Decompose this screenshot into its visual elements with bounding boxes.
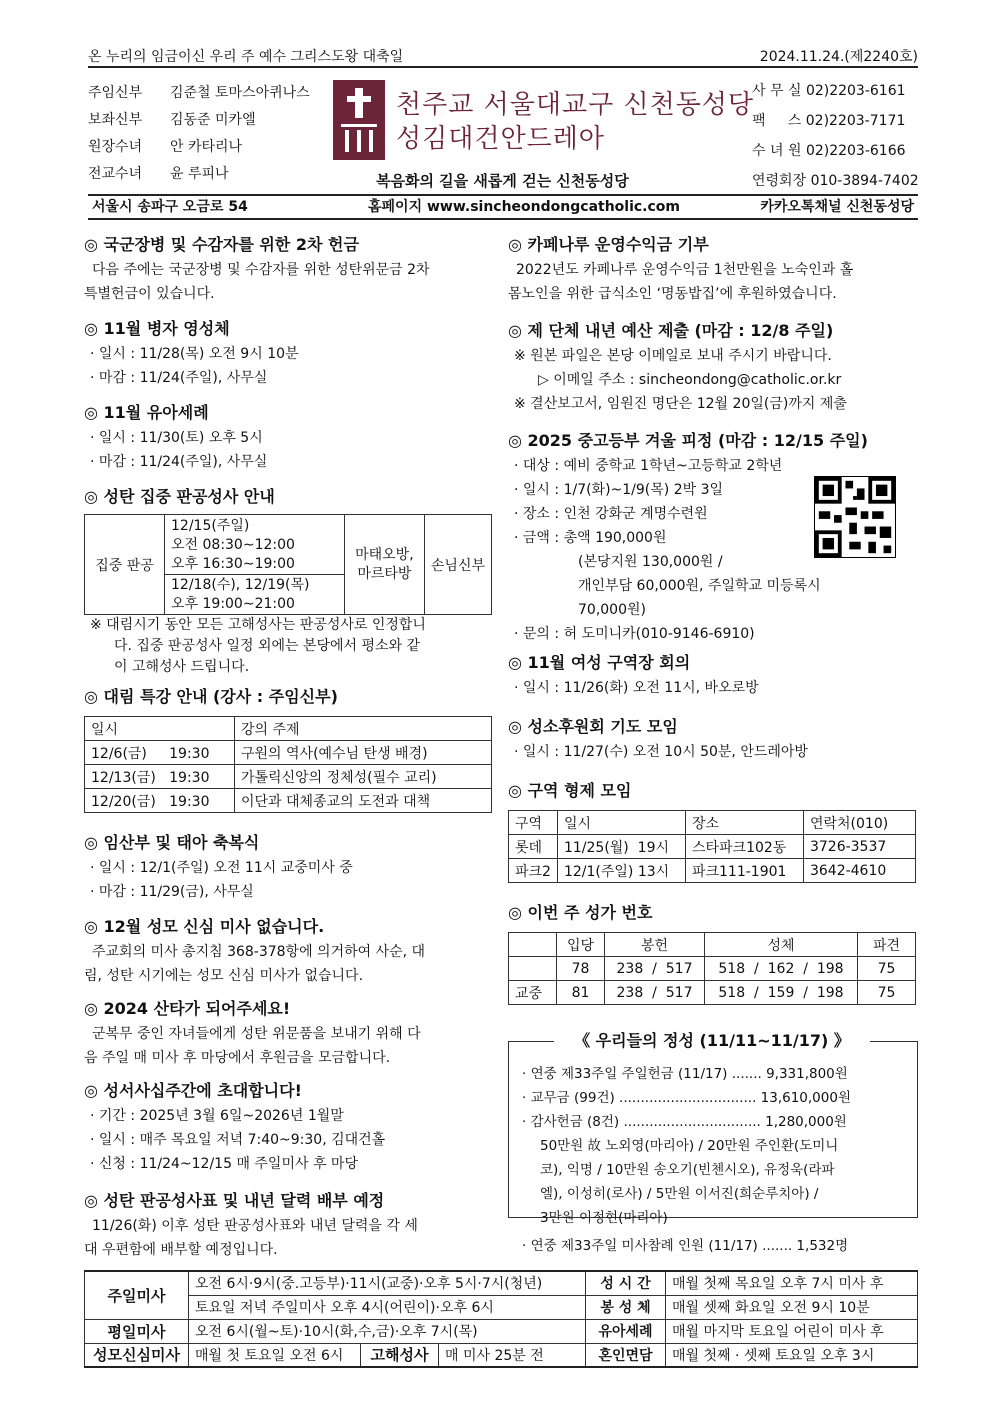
- section-women-leaders-meeting: ◎ 11월 여성 구역장 회의 · 일시 : 11/26(화) 오전 11시, 바오로방: [508, 650, 918, 700]
- section-district-brothers: [508, 778, 918, 883]
- section-offerings: 《 우리들의 정성 (11/11~11/17) 》 · 연중 제33주일 주일헌금 (11/17) ....... 9,331,800원 · 교무금 (99건) ................................ 13,610,000원 · 감사헌금 (8건) ................................ 1,280,000원 50만원 故 노외영(마리아) / 20만원 주인환(도미니 코), 익명 / 10만원 송오기(빈첸시오), 유정욱(라파 엘), 이성히(로사) / 5만원 이서진(희순루치아) / 3만원 이정현(마리아) · 연중 제33주일 미사참례 인원 (11/17) ....... 1,532명: [508, 1028, 918, 1230]
- section-sick-communion: ◎ 11월 병자 영성체 · 일시 : 11/28(목) 오전 9시 10분 · 마감 : 11/24(주일), 사무실: [84, 316, 492, 390]
- staff-row: 원장수녀 안 카타리나: [88, 139, 243, 155]
- qr-code-icon[interactable]: [814, 476, 896, 558]
- section-title: ◎ 성탄 집중 판공성사 안내: [84, 487, 275, 506]
- contact-row: 팩 스 02)2203-7171: [752, 113, 906, 129]
- table-row: 롯데 11/25(월) 19시 스타파크102동 3726-3537: [509, 835, 916, 859]
- section-title: ◎ 11월 병자 영성체: [84, 319, 230, 338]
- section-title: ◎ 2024 산타가 되어주세요!: [84, 999, 291, 1018]
- section-title: ◎ 11월 유아세례: [84, 403, 209, 422]
- contact-list: [752, 76, 918, 196]
- feast-title: 온 누리의 임금이신 우리 주 예수 그리스도왕 대축일: [88, 49, 404, 65]
- district-table: 구역 일시 장소 연락처(010) 롯데 11/25(월) 19시 스타파크102동 3726-3537 파크2 12/1(주일) 13시 파크111-1901 3642-4610: [508, 810, 916, 883]
- lecture-table: 일시 강의 주제 12/6(금) 19:30 구원의 역사(예수님 탄생 배경) 12/13(금) 19:30 가톨릭신앙의 정체성(필수 교리) 12/20(금) 19:30 이단과 대체종교의 도전과 대책: [84, 716, 492, 813]
- table-row: 78 238 / 517 518 / 162 / 198 75: [509, 957, 916, 981]
- section-military-offering: ◎ 국군장병 및 수감자를 위한 2차 헌금 다음 주에는 국군장병 및 수감자를 위한 성탄위문금 2차 특별헌금이 있습니다.: [84, 232, 492, 306]
- section-santa: ◎ 2024 산타가 되어주세요! 군복무 중인 자녀들에게 성탄 위문품을 보내기 위해 다 음 주일 매 미사 후 마당에서 후원금을 모금합니다.: [84, 996, 492, 1070]
- staff-row: 보좌신부 김동준 미카엘: [88, 112, 256, 128]
- section-vocation-prayer: ◎ 성소후원회 기도 모임 · 일시 : 11/27(수) 오전 10시 50분, 안드레아방: [508, 714, 918, 764]
- section-marian-mass: ◎ 12월 성모 신심 미사 없습니다. 주교회의 미사 총지침 368-378항에 의거하여 사순, 대 림, 성탄 시기에는 성모 신심 미사가 없습니다.: [84, 914, 492, 988]
- section-pregnancy-blessing: ◎ 임산부 및 태아 축복식 · 일시 : 12/1(주일) 오전 11시 교중미사 중 · 마감 : 11/29(금), 사무실: [84, 830, 492, 904]
- section-title: ◎ 국군장병 및 수감자를 위한 2차 헌금: [84, 235, 359, 254]
- hymn-table: 입당 봉헌 성체 파견 78 238 / 517 518 / 162 / 198 75 교중 81 238 / 517 518 / 159 / 198 75: [508, 932, 916, 1005]
- address: 서울시 송파구 오금로 54: [92, 199, 248, 215]
- section-winter-retreat: ◎ 2025 중고등부 겨울 피정 (마감 : 12/15 주일) · 대상 : 예비 중학교 1학년~고등학교 2학년 · 일시 : 1/7(화)~1/9(목) 2박 3일 · 장소 : 인천 강화군 계명수련원 · 금액 : 총액 190,000원 (본당지원 130,000원 / 개인부담 60,000원, 주일학교 미등록시 70,000원) · 문의 : 허 도미니카(010-9146-6910): [508, 428, 918, 646]
- section-bible-study: ◎ 성서사십주간에 초대합니다! · 기간 : 2025년 3월 6일~2026년 1월말 · 일시 : 매주 목요일 저녁 7:40~9:30, 김대건홀 · 신청 : 11/24~12/15 매 주일미사 후 마당: [84, 1078, 492, 1176]
- section-title: ◎ 성탄 판공성사표 및 내년 달력 배부 예정: [84, 1191, 385, 1210]
- section-title: ◎ 이번 주 성가 번호: [508, 903, 653, 922]
- parish-logo-icon: [333, 80, 385, 160]
- section-title: ◎ 카페나루 운영수익금 기부: [508, 235, 709, 254]
- staff-list: [88, 80, 328, 188]
- section-advent-lecture: [84, 684, 492, 813]
- section-title: ◎ 대림 특강 안내 (강사 : 주임신부): [84, 687, 338, 706]
- section-title: ◎ 구역 형제 모임: [508, 781, 632, 800]
- table-row: 12/20(금) 19:30 이단과 대체종교의 도전과 대책: [85, 789, 492, 813]
- section-title: ◎ 12월 성모 신심 미사 없습니다.: [84, 917, 325, 936]
- mass-schedule-table: 주일미사 오전 6시·9시(중.고등부)·11시(교중)·오후 5시·7시(청년) 성 시 간 매월 첫째 목요일 오후 7시 미사 후 토요일 저녁 주일미사 오후 4시(어린이)·오후 6시 봉 성 체 매월 셋째 화요일 오전 9시 10분 평일미사 오전 6시(월~토)·10시(화,수,금)·오후 7시(목) 유아세례 매월 마지막 토요일 어린이 미사 후 성모신심미사 매월 첫 토요일 오전 6시 고해성사 매 미사 25분 전 혼인면담 매월 첫째 · 셋째 토요일 오후 3시: [84, 1270, 918, 1368]
- section-hymn-numbers: [508, 900, 918, 1005]
- issue-date: 2024.11.24.(제2240호): [759, 49, 918, 65]
- table-row: 교중 81 238 / 517 518 / 159 / 198 75: [509, 981, 916, 1005]
- kakao-channel: 카카오톡채널 신천동성당: [760, 199, 914, 215]
- parish-name: 천주교 서울대교구 신천동성당: [396, 90, 755, 120]
- confession-table: 집중 판공 12/15(주일) 오전 08:30∼12:00 오후 16:30∼19:00 마태오방, 마르타방 손님신부 12/18(수), 12/19(목) 오후 19:00∼21:00: [84, 514, 492, 615]
- table-row: 12/6(금) 19:30 구원의 역사(예수님 탄생 배경): [85, 741, 492, 765]
- section-title: ◎ 11월 여성 구역장 회의: [508, 653, 691, 672]
- table-row: 12/13(금) 19:30 가톨릭신앙의 정체성(필수 교리): [85, 765, 492, 789]
- section-confession-schedule: ◎ 성탄 집중 판공성사 안내 집중 판공 12/15(주일) 오전 08:30∼12:00 오후 16:30∼19:00 마태오방, 마르타방 손님신부 12/18(수), 12/19(목) 오후 19:00∼21:00 ※ 대림시기 동안 모든 고해성사는 판공성사로 인정합니 다. 집중 판공성사 일정 외에는 본당에서 평소와 같 이 고해성사 드립니다.: [84, 484, 492, 678]
- section-calendar-distribution: ◎ 성탄 판공성사표 및 내년 달력 배부 예정 11/26(화) 이후 성탄 판공성사표와 내년 달력을 각 세 대 우편함에 배부할 예정입니다.: [84, 1188, 492, 1262]
- section-title: 《 우리들의 정성 (11/11~11/17) 》: [554, 1028, 870, 1054]
- header-top-bar: [88, 44, 918, 68]
- parish-patron: 성김대건안드레아: [396, 124, 605, 154]
- section-cafe-donation: ◎ 카페나루 운영수익금 기부 2022년도 카페나루 운영수익금 1천만원을 노숙인과 홀 몸노인을 위한 급식소인 ‘명동밥집’에 후원하였습니다.: [508, 232, 918, 306]
- mass-schedule: [84, 1270, 918, 1368]
- contact-row: 연령회장 010-3894-7402: [752, 173, 919, 189]
- table-row: 파크2 12/1(주일) 13시 파크111-1901 3642-4610: [509, 859, 916, 883]
- section-title: ◎ 제 단체 내년 예산 제출 (마감 : 12/8 주일): [508, 321, 834, 340]
- address-bar: [88, 194, 918, 220]
- parish-slogan: 복음화의 길을 새롭게 걷는 신천동성당: [376, 172, 629, 190]
- contact-row: 수 녀 원 02)2203-6166: [752, 143, 906, 159]
- section-infant-baptism: ◎ 11월 유아세례 · 일시 : 11/30(토) 오후 5시 · 마감 : 11/24(주일), 사무실: [84, 400, 492, 474]
- homepage-link[interactable]: 홈페이지 www.sincheondongcatholic.com: [368, 199, 681, 215]
- section-title: ◎ 2025 중고등부 겨울 피정 (마감 : 12/15 주일): [508, 431, 868, 450]
- section-title: ◎ 성서사십주간에 초대합니다!: [84, 1081, 302, 1100]
- staff-row: 주임신부 김준철 토마스아퀴나스: [88, 85, 310, 101]
- section-title: ◎ 성소후원회 기도 모임: [508, 717, 678, 736]
- section-budget-submission: ◎ 제 단체 내년 예산 제출 (마감 : 12/8 주일) ※ 원본 파일은 본당 이메일로 보내 주시기 바랍니다. ▷ 이메일 주소 : sincheondong@catholic.or.kr ※ 결산보고서, 임원진 명단은 12월 20일(금)까지 제출: [508, 318, 918, 416]
- section-title: ◎ 임산부 및 태아 축복식: [84, 833, 260, 852]
- staff-row: 전교수녀 윤 루피나: [88, 166, 229, 182]
- contact-row: 사 무 실 02)2203-6161: [752, 83, 906, 99]
